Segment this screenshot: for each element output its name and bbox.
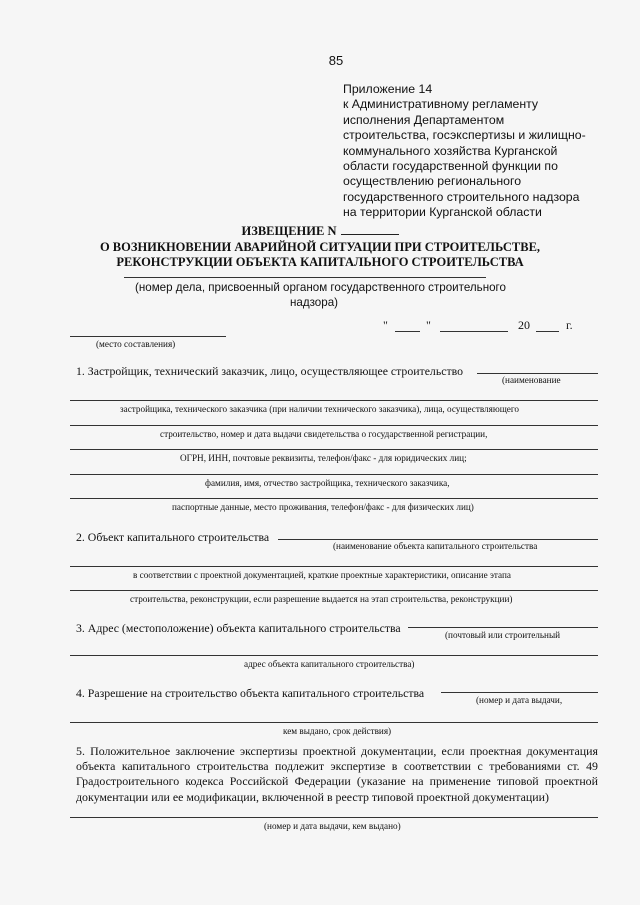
case-number-hint: (номер дела, присвоенный органом государственного строительного xyxy=(135,281,506,294)
section5-field[interactable] xyxy=(70,817,598,818)
notice-subtitle-1: О ВОЗНИКНОВЕНИИ АВАРИЙНОЙ СИТУАЦИИ ПРИ СТРОИТЕЛЬСТВЕ, xyxy=(99,240,541,254)
notice-subtitle-2: РЕКОНСТРУКЦИИ ОБЪЕКТА КАПИТАЛЬНОГО СТРОИТЕЛЬСТВА xyxy=(116,255,524,269)
place-hint: (место составления) xyxy=(96,339,176,349)
section1-field[interactable] xyxy=(477,373,598,374)
section1-label: 1. Застройщик, технический заказчик, лицо, осуществляющее строительство xyxy=(76,364,463,378)
notice-number-field[interactable] xyxy=(341,224,399,235)
section1-hint-2: застройщика, технического заказчика (при наличии технического заказчика), лица, осуществляющего xyxy=(120,404,520,414)
date-year-prefix: 20 xyxy=(518,318,530,332)
date-year-suffix: г. xyxy=(566,318,573,332)
date-day-field[interactable] xyxy=(395,331,420,332)
section2-label: 2. Объект капитального строительства xyxy=(76,530,270,544)
section4-hint-2: кем выдано, срок действия) xyxy=(283,726,392,736)
notice-title xyxy=(0,224,640,239)
section1-hint-6: паспортные данные, место проживания, телефон/факс - для физических лиц) xyxy=(172,502,474,512)
section5-hint: (номер и дата выдачи, кем выдано) xyxy=(264,821,401,831)
appendix-line: на территории Курганской области xyxy=(343,205,542,220)
appendix-line: строительства, госэкспертизы и жилищно- xyxy=(343,128,586,143)
section3-field-2[interactable] xyxy=(70,655,598,656)
section3-hint: (почтовый или строительный xyxy=(445,630,561,640)
appendix-line: исполнения Департаментом xyxy=(343,112,505,127)
section1-hint: (наименование xyxy=(502,375,561,385)
section1-hint-3: строительство, номер и дата выдачи свидетельства о государственной регистрации, xyxy=(160,429,488,439)
section2-hint-3: строительства, реконструкции, если разрешение выдается на этап строительства, реконструкции) xyxy=(130,594,513,604)
section1-hint-4: ОГРН, ИНН, почтовые реквизиты, телефон/факс - для юридических лиц; xyxy=(180,453,467,463)
section5-text: 5. Положительное заключение экспертизы проектной документации, если проектная документация объекта капитального строительства подлежит экспертизе в соответствии с требованиями ст. 49 Градостроительного кодекса Российской Федерации (указание на применение типовой проектной документации или ее модификации, включенной в реестр типовой проектной документации) xyxy=(76,744,598,804)
case-number-field[interactable] xyxy=(124,277,486,278)
section3-hint-2: адрес объекта капитального строительства) xyxy=(244,659,415,669)
appendix-line: государственного строительного надзора xyxy=(343,189,580,204)
section4-hint: (номер и дата выдачи, xyxy=(476,695,563,705)
section1-hint-5: фамилия, имя, отчество застройщика, технического заказчика, xyxy=(205,478,450,488)
date-close-quote: " xyxy=(426,318,431,332)
section4-label: 4. Разрешение на строительство объекта капитального строительства xyxy=(76,686,425,700)
appendix-line: области государственной функции по xyxy=(343,159,558,174)
section1-field-5[interactable] xyxy=(70,474,598,475)
appendix-line: коммунального хозяйства Курганской xyxy=(343,143,558,158)
place-field[interactable] xyxy=(70,336,226,337)
section3-field[interactable] xyxy=(408,627,598,628)
date-year-field[interactable] xyxy=(536,331,559,332)
section2-field-3[interactable] xyxy=(70,590,598,591)
appendix-line: Приложение 14 xyxy=(343,82,433,96)
page-number: 85 xyxy=(328,53,344,68)
section2-field[interactable] xyxy=(278,539,598,540)
section2-hint-2: в соответствии с проектной документацией, краткие проектные характеристики, описание этапа xyxy=(133,570,511,580)
section1-field-2[interactable] xyxy=(70,400,598,401)
notice-title-text: ИЗВЕЩЕНИЕ N xyxy=(241,224,337,238)
case-number-hint-2: надзора) xyxy=(290,296,339,309)
date-month-field[interactable] xyxy=(440,331,508,332)
date-open-quote: " xyxy=(383,318,388,332)
section4-field-2[interactable] xyxy=(70,722,598,723)
appendix-line: осуществлению регионального xyxy=(343,174,522,189)
section1-field-3[interactable] xyxy=(70,425,598,426)
section3-label: 3. Адрес (местоположение) объекта капитального строительства xyxy=(76,621,401,635)
appendix-note xyxy=(343,82,613,221)
section1-field-6[interactable] xyxy=(70,498,598,499)
section1-field-4[interactable] xyxy=(70,449,598,450)
appendix-line: к Административному регламенту xyxy=(343,97,539,112)
section2-field-2[interactable] xyxy=(70,566,598,567)
section4-field[interactable] xyxy=(441,692,598,693)
section2-hint: (наименование объекта капитального строительства xyxy=(333,541,538,551)
